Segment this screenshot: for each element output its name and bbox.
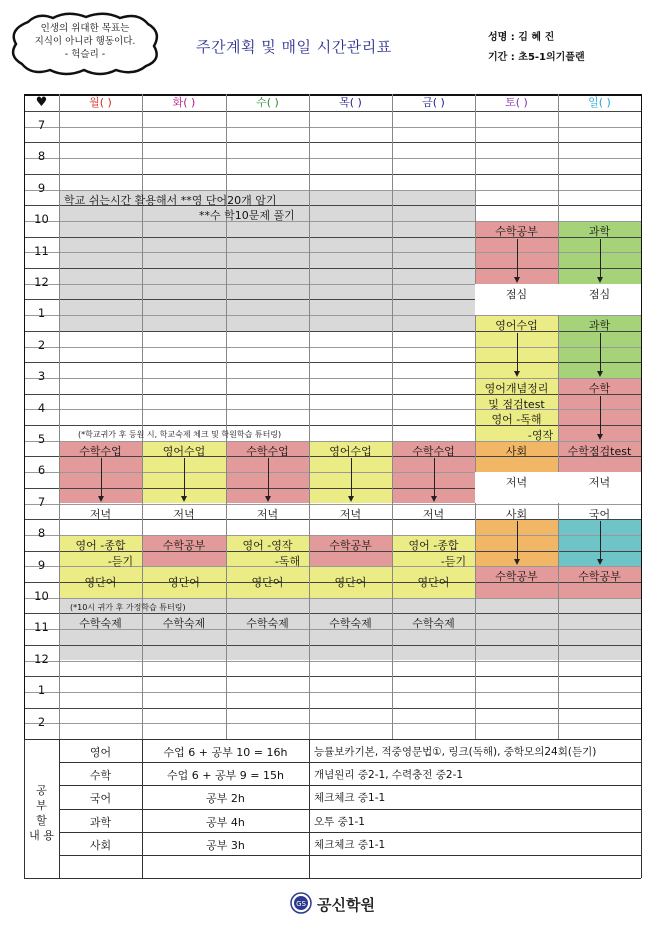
summary-hours: 공부 4h — [206, 815, 245, 829]
sun-math-test-label: 수학점검test — [567, 444, 632, 458]
day-header: 목( ) — [339, 96, 362, 109]
hour-label: 6 — [37, 463, 46, 478]
weekday-class-label: 수학수업 — [412, 444, 455, 458]
grid-line — [24, 252, 641, 253]
day-header: 월( ) — [89, 96, 112, 109]
summary-side-char: 할 — [36, 814, 47, 827]
summary-hours: 공부 2h — [206, 792, 245, 806]
grid-line — [24, 708, 641, 709]
day-header: 수( ) — [256, 96, 279, 109]
evening-study-sub-label: -독해 — [274, 554, 301, 568]
grid-line — [24, 221, 641, 222]
grid-line — [24, 174, 641, 175]
down-arrow-icon — [268, 458, 269, 497]
down-arrow-icon — [434, 458, 435, 497]
grid-line — [24, 504, 641, 505]
summary-books: 능률보카기본, 적중영문법①, 링크(독해), 중학모의24회(듣기) — [314, 746, 597, 758]
summary-books: 체크체크 중1-1 — [314, 838, 386, 851]
summary-row-line — [59, 785, 641, 786]
summary-subject: 과학 — [89, 815, 112, 829]
dinner-label: 저녁 — [339, 507, 362, 521]
summary-hours: 수업 6 + 공부 9 = 15h — [167, 769, 284, 783]
hour-label: 2 — [37, 337, 46, 352]
grid-line — [24, 676, 641, 677]
grid-line — [24, 158, 641, 159]
sun-korean-label: 국어 — [588, 507, 611, 521]
weekday-class-label: 영어수업 — [162, 444, 206, 458]
homework-label: 수학숙제 — [79, 617, 122, 631]
summary-side-label — [24, 783, 59, 843]
heart-icon: ♥ — [35, 95, 48, 110]
summary-subject: 국어 — [89, 792, 112, 806]
sun-math-label: 수학 — [588, 381, 611, 395]
summary-subject: 사회 — [89, 838, 112, 852]
summary-books: 오투 중1-1 — [314, 815, 365, 828]
grid-column-line — [309, 94, 310, 739]
homework-label: 수학숙제 — [329, 617, 372, 631]
plan-period: 기간 : 초5-1의기플랜 — [488, 52, 585, 63]
student-name: 성명 : 김 혜 진 — [488, 32, 555, 43]
grid-line — [24, 661, 641, 662]
sat-lunch-label: 점심 — [505, 287, 528, 301]
academy-name: 공신학원 — [317, 896, 375, 914]
hour-label: 3 — [37, 369, 46, 384]
weekday-class-label: 수학수업 — [79, 444, 122, 458]
grid-line — [24, 362, 641, 363]
hour-label: 11 — [34, 243, 49, 258]
evening-study-label: 영어 -영작 — [242, 538, 293, 552]
summary-row-line — [59, 762, 641, 763]
vocab-label: 영단어 — [84, 576, 117, 590]
down-arrow-icon — [600, 239, 601, 278]
grid-line — [24, 268, 641, 269]
quote-author: - 헉슬리 - — [64, 49, 106, 60]
grid-column-line — [392, 94, 393, 739]
vocab-label: 영단어 — [251, 576, 284, 590]
vocab-label: 영단어 — [334, 576, 367, 590]
summary-hours: 공부 3h — [206, 838, 245, 852]
hour-label: 8 — [37, 526, 46, 541]
dinner-label: 저녁 — [89, 507, 112, 521]
vocab-label: 영단어 — [168, 576, 200, 590]
down-arrow-icon — [184, 458, 185, 497]
hour-label: 8 — [37, 149, 46, 164]
grid-line — [24, 598, 641, 599]
sat-math-label: 수학공부 — [495, 224, 538, 238]
grid-column-line — [59, 94, 60, 739]
sun-science-label-2: 과학 — [588, 319, 611, 333]
summary-col-line — [641, 739, 642, 878]
sun-dinner-label: 저녁 — [588, 476, 611, 490]
day-header: 금( ) — [422, 96, 445, 109]
hour-label: 1 — [37, 306, 46, 321]
summary-row-line — [24, 878, 641, 879]
down-arrow-icon — [517, 333, 518, 372]
weekday-class-label: 수학수업 — [246, 444, 289, 458]
sat-dinner-label: 저녁 — [505, 476, 528, 490]
summary-subject: 수학 — [89, 769, 112, 783]
evening-study-label: 수학공부 — [162, 538, 206, 552]
evening-study-label: 영어 -종합 — [75, 538, 126, 552]
down-arrow-icon — [600, 333, 601, 372]
sun-lunch-label: 점심 — [588, 287, 611, 301]
grid-line — [24, 692, 641, 693]
down-arrow-icon — [517, 521, 518, 560]
grid-line — [24, 645, 641, 646]
grid-line — [24, 142, 641, 143]
svg-text:GS: GS — [296, 900, 306, 908]
school-break-note-2: **수 학10문제 풀기 — [199, 209, 295, 223]
summary-row-line — [59, 809, 641, 810]
dinner-label: 저녁 — [173, 507, 195, 521]
hour-label: 1 — [37, 683, 46, 698]
weekday-class-label: 영어수업 — [329, 444, 372, 458]
grid-line — [24, 190, 641, 191]
hour-label: 12 — [34, 651, 49, 666]
hour-label: 10 — [34, 589, 49, 603]
school-break-note-1: 학교 쉬는시간 활용해서 **영 단어20개 암기 — [64, 193, 277, 207]
grid-line — [24, 347, 641, 348]
quote-line-1: 인생의 위대한 목표는 — [40, 23, 130, 34]
after-school-note: (*학교귀가 후 등원 시, 학교숙제 체크 및 학원학습 튜터링) — [78, 430, 282, 439]
page-title: 주간계획 및 매일 시간관리표 — [196, 38, 392, 56]
sat-english-label: 영어수업 — [495, 319, 538, 333]
evening-study-sub-label: -듣기 — [107, 554, 134, 568]
grid-line — [24, 315, 641, 316]
hour-label: 7 — [37, 494, 46, 509]
evening-study-label: 영어 -종합 — [408, 538, 459, 552]
grid-column-line — [641, 94, 642, 739]
down-arrow-icon — [101, 458, 102, 497]
summary-side-char: 공 — [36, 784, 47, 797]
hour-label: 5 — [37, 432, 46, 446]
hour-label: 11 — [34, 620, 49, 635]
quote-line-2: 지식이 아니라 행동이다. — [34, 36, 136, 47]
homework-label: 수학숙제 — [412, 617, 455, 631]
hour-label: 9 — [37, 180, 46, 195]
summary-row-line — [59, 855, 641, 856]
summary-col-line — [309, 739, 310, 878]
hour-label: 4 — [37, 400, 46, 415]
hour-label: 12 — [34, 275, 49, 289]
vocab-label: 영단어 — [417, 576, 450, 590]
hour-label: 2 — [37, 714, 46, 729]
summary-subject: 영어 — [89, 746, 112, 759]
summary-row-line — [24, 739, 641, 740]
summary-row-line — [59, 832, 641, 833]
down-arrow-icon — [517, 239, 518, 278]
sat-review-label: 영어개념정리 — [484, 381, 549, 395]
day-header: 토( ) — [505, 96, 528, 109]
grid-line — [24, 127, 641, 128]
emblem-icon — [290, 892, 312, 914]
sat-social-label: 사회 — [505, 444, 528, 458]
dinner-label: 저녁 — [256, 507, 279, 521]
hour-label: 9 — [37, 557, 46, 572]
homework-label: 수학숙제 — [246, 617, 289, 631]
sat-social-label-2: 사회 — [505, 507, 528, 521]
down-arrow-icon — [600, 521, 601, 560]
grid-line — [24, 378, 641, 379]
evening-study-sub-label: -듣기 — [440, 554, 467, 568]
summary-side-char: 내 용 — [29, 829, 54, 842]
grid-line — [24, 613, 641, 614]
home-study-note: (*10시 귀가 후 가정학습 튜터링) — [70, 602, 186, 612]
sun-science-label: 과학 — [588, 224, 611, 238]
sat-reading-sub-label: -영작 — [527, 429, 554, 442]
grid-line — [24, 535, 641, 536]
summary-hours: 수업 6 + 공부 10 = 16h — [163, 746, 288, 759]
sun-math-label-2: 수학공부 — [578, 570, 621, 584]
evening-study-label: 수학공부 — [329, 538, 372, 552]
day-header: 화( ) — [172, 96, 196, 109]
sat-reading-label: 영어 -독해 — [491, 413, 542, 427]
grid-line — [24, 723, 641, 724]
day-header: 일( ) — [588, 96, 611, 109]
hour-label: 7 — [37, 118, 46, 132]
hour-label: 10 — [34, 212, 49, 227]
sat-math-label-2: 수학공부 — [495, 570, 538, 584]
down-arrow-icon — [600, 396, 601, 435]
down-arrow-icon — [351, 458, 352, 497]
summary-books: 개념원리 중2-1, 수력충전 중2-1 — [314, 769, 464, 782]
summary-books: 체크체크 중1-1 — [314, 792, 386, 805]
summary-side-char: 부 — [36, 799, 47, 812]
sat-review-sub-label: 및 점검test — [488, 397, 545, 411]
grid-line — [24, 111, 641, 112]
summary-col-line — [59, 739, 60, 878]
grid-column-line — [558, 94, 559, 739]
dinner-label: 저녁 — [422, 507, 445, 521]
homework-label: 수학숙제 — [162, 617, 206, 631]
summary-col-line — [142, 739, 143, 878]
